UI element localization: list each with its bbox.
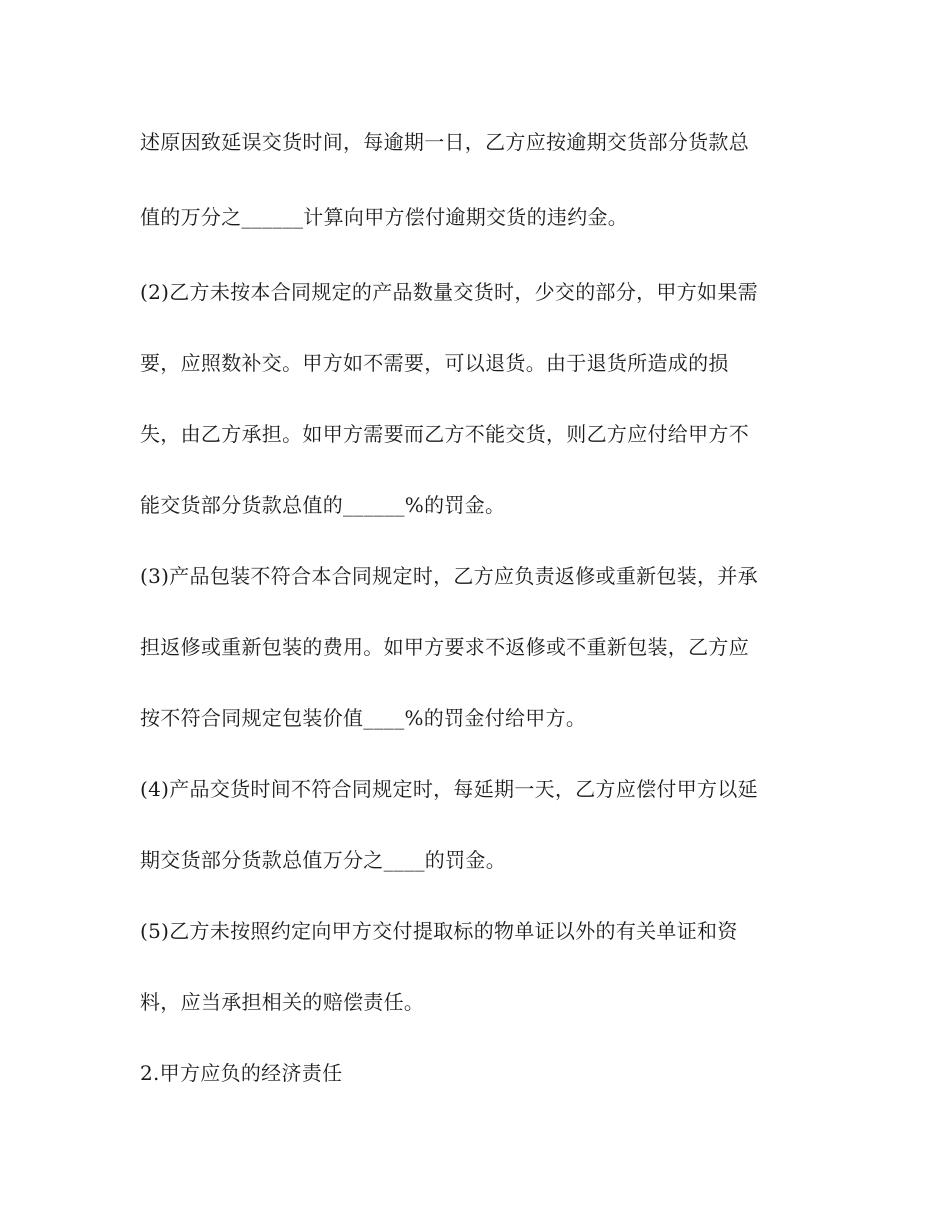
text-line: 值的万分之______计算向甲方偿付逾期交货的违约金。 xyxy=(140,205,629,229)
section-heading: 2.甲方应负的经济责任 xyxy=(140,1061,343,1085)
text-line: (5)乙方未按照约定向甲方交付提取标的物单证以外的有关单证和资 xyxy=(140,919,738,943)
text-line: 料，应当承担相关的赔偿责任。 xyxy=(140,990,425,1014)
text-line: 期交货部分货款总值万分之____的罚金。 xyxy=(140,848,506,872)
text-line: 担返修或重新包装的费用。如甲方要求不返修或不重新包装，乙方应 xyxy=(140,635,749,659)
text-line: 要，应照数补交。甲方如不需要，可以退货。由于退货所造成的损 xyxy=(140,351,729,375)
text-line: 按不符合同规定包装价值____%的罚金付给甲方。 xyxy=(140,706,587,730)
text-line: 述原因致延误交货时间，每逾期一日，乙方应按逾期交货部分货款总 xyxy=(140,130,749,154)
text-line: (2)乙方未按本合同规定的产品数量交货时，少交的部分，甲方如果需 xyxy=(140,280,758,304)
text-line: (4)产品交货时间不符合同规定时，每延期一天，乙方应偿付甲方以延 xyxy=(140,777,758,801)
text-line: 失，由乙方承担。如甲方需要而乙方不能交货，则乙方应付给甲方不 xyxy=(140,422,749,446)
text-line: (3)产品包装不符合本合同规定时，乙方应负责返修或重新包装，并承 xyxy=(140,564,758,588)
text-line: 能交货部分货款总值的______%的罚金。 xyxy=(140,493,506,517)
